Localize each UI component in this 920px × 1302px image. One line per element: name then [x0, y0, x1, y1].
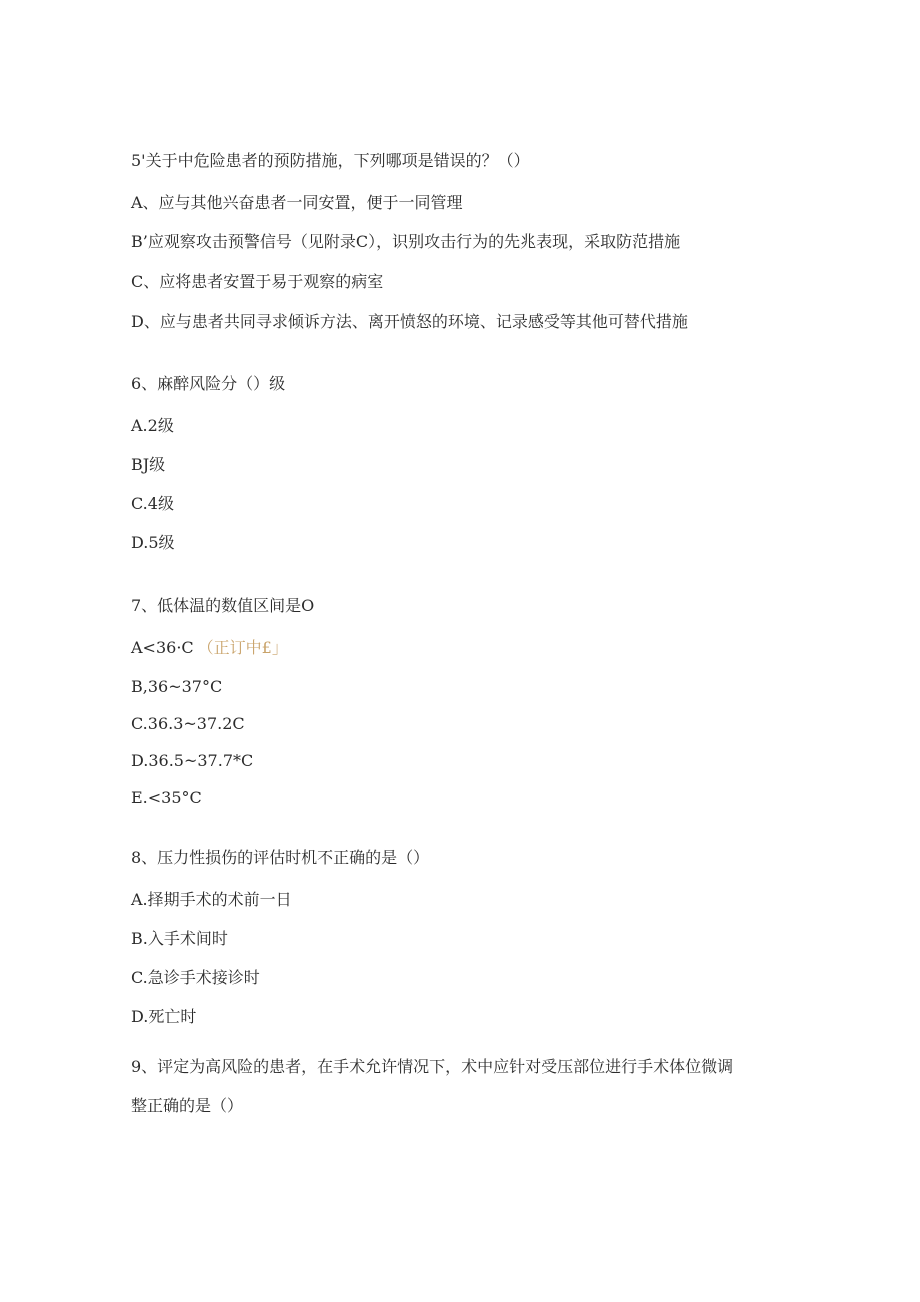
question-8-option-a: A.择期手术的术前一日	[131, 890, 292, 909]
question-8-option-d: D.死亡时	[131, 1007, 197, 1026]
question-8-text: 8、压力性损伤的评估时机不正确的是（）	[131, 848, 430, 867]
question-9-text-line-1: 9、评定为高风险的患者，在手术允许情况下，术中应针对受压部位进行手术体位微调	[131, 1057, 734, 1076]
question-6-option-c: C.4级	[131, 494, 174, 513]
question-8-option-b: B.入手术间时	[131, 929, 228, 948]
handwritten-annotation: （正订中£」	[197, 638, 288, 657]
question-7-option-a-row	[131, 638, 288, 658]
question-5-option-b: B’应观察攻击预警信号（见附录C），识别攻击行为的先兆表现，采取防范措施	[131, 232, 681, 251]
question-5-text: 5'关于中危险患者的预防措施，下列哪项是错误的？（）	[131, 151, 530, 170]
question-6-text: 6、麻醉风险分（）级	[131, 374, 286, 393]
question-6-option-d: D.5级	[131, 533, 175, 552]
question-7-option-c: C.36.3~37.2C	[131, 714, 245, 733]
question-5-option-a: A、应与其他兴奋患者一同安置，便于一同管理	[131, 193, 463, 212]
question-8-option-c: C.急诊手术接诊时	[131, 968, 260, 987]
question-7-option-d: D.36.5~37.7*C	[131, 751, 254, 770]
question-7-option-b: B,36~37°C	[131, 677, 223, 696]
question-6-option-b: BJ级	[131, 455, 166, 474]
question-5-option-c: C、应将患者安置于易于观察的病室	[131, 272, 384, 291]
question-9-text-line-2: 整正确的是（）	[131, 1096, 244, 1115]
question-7-text: 7、低体温的数值区间是O	[131, 596, 315, 615]
question-7-option-a: A<36·C	[131, 638, 194, 657]
question-6-option-a: A.2级	[131, 416, 174, 435]
question-7-option-e: E.<35°C	[131, 788, 202, 807]
question-5-option-d: D、应与患者共同寻求倾诉方法、离开愤怒的环境、记录感受等其他可替代措施	[131, 312, 688, 331]
